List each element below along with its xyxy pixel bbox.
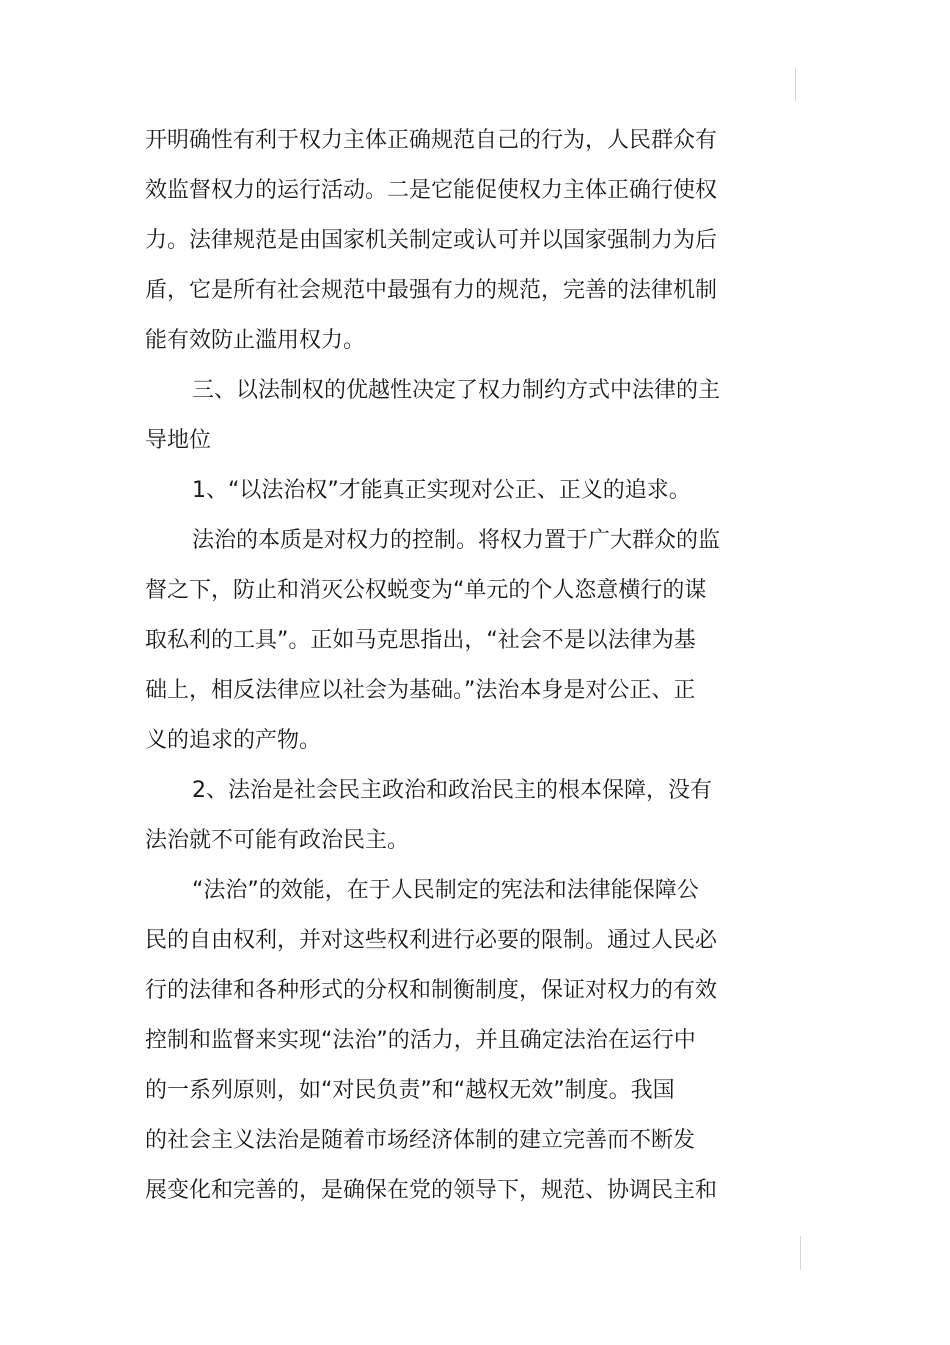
page-edge-mark-top (795, 68, 796, 101)
subheading-2: 2、法治是社会民主政治和政治民主的根本保障，没有 (192, 778, 712, 803)
text-line: 力。法律规范是由国家机关制定或认可并以国家强制力为后 (145, 228, 718, 253)
paragraph-line: 法治的本质是对权力的控制。将权力置于广大群众的监 (192, 528, 721, 553)
paragraph-line: 的社会主义法治是随着市场经济体制的建立完善而不断发 (145, 1128, 696, 1153)
paragraph-line: 的一系列原则，如“对民负责”和“越权无效”制度。我国 (145, 1078, 675, 1103)
paragraph-line: 控制和监督来实现“法治”的活力，并且确定法治在运行中 (145, 1028, 696, 1053)
section-heading: 三、以法制权的优越性决定了权力制约方式中法律的主 (192, 378, 721, 403)
paragraph-line: 民的自由权利，并对这些权利进行必要的限制。通过人民必 (145, 928, 718, 953)
page-edge-mark-bottom (800, 1236, 801, 1270)
paragraph-line: “法治”的效能，在于人民制定的宪法和法律能保障公 (192, 878, 699, 903)
paragraph-line: 展变化和完善的，是确保在党的领导下，规范、协调民主和 (145, 1178, 718, 1203)
section-heading-cont: 导地位 (145, 428, 212, 453)
paragraph-line: 础上，相反法律应以社会为基础。”法治本身是对公正、正 (145, 678, 696, 703)
paragraph-line: 督之下，防止和消灭公权蜕变为“单元的个人恣意横行的谋 (145, 578, 707, 603)
paragraph-line: 取私利的工具”。正如马克思指出，“社会不是以法律为基 (145, 628, 696, 653)
paragraph-line: 行的法律和各种形式的分权和制衡制度，保证对权力的有效 (145, 978, 718, 1003)
subheading-2-cont: 法治就不可能有政治民主。 (145, 828, 410, 853)
text-line: 盾，它是所有社会规范中最强有力的规范，完善的法律机制 (145, 278, 718, 303)
text-line: 效监督权力的运行活动。二是它能促使权力主体正确行使权 (145, 178, 718, 203)
subheading-1: 1、“以法治权”才能真正实现对公正、正义的追求。 (192, 478, 691, 503)
text-line: 能有效防止滥用权力。 (145, 328, 366, 353)
text-line: 开明确性有利于权力主体正确规范自己的行为，人民群众有 (145, 128, 718, 153)
paragraph-line: 义的追求的产物。 (145, 728, 322, 753)
